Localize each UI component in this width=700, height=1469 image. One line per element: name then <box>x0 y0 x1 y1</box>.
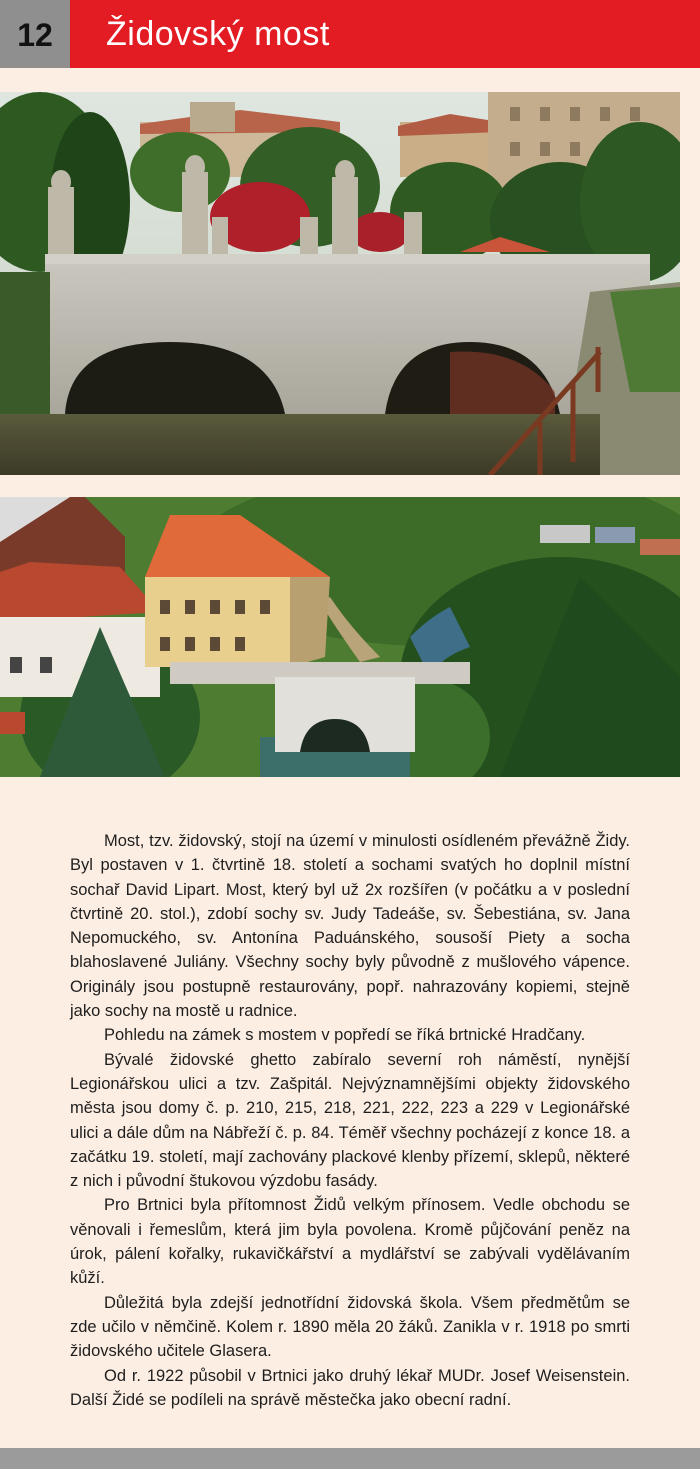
bridge-photo-illustration <box>0 92 680 475</box>
title-bar <box>70 0 700 68</box>
page-header <box>0 0 700 68</box>
paragraph-bridge-history: Most, tzv. židovský, stojí na území v minulosti osídleném převážně Židy. Byl postaven v 1. čtvrtině 18. století a sochami svatých ho doplnil místní sochař David Lipart. Most, který byl už 2x rozšířen (v počátku a v poslední čtvrtině 20. stol.), zdobí sochy sv. Judy Tadeáše, sv. Šebestiána, sv. Jana Nepomuckého, sv. Antonína Paduánského, sousoší Piety a socha blahoslavené Juliány. Všechny sochy byly původně z mušlového vápence. Originály jsou postupně restaurovány, popř. nahrazovány kopiemi, stejně jako sochy na mostě u radnice. <box>70 832 630 1021</box>
page-title: Židovský most <box>106 15 330 53</box>
paragraph-ghetto: Bývalé židovské ghetto zabíralo severní roh náměstí, nynější Legionářskou ulici a tzv. Zašpitál. Nejvýznamnějšími objekty židovského města jsou domy č. p. 210, 215, 218, 221, 222, 223 a 229 v Legionářské ulici a dále dům na Nábřeží č. p. 84. Téměř všechny pocházejí z konce 18. a začátku 19. století, mají zachovány plackové klenby přízemí, sklepů, některé z nich i původní štukovou výzdobu fasády. <box>70 1050 630 1191</box>
footer-bar <box>0 1448 700 1469</box>
paragraph-jewish-contribution: Pro Brtnici byla přítomnost Židů velkým přínosem. Vedle obchodu se věnovali i řemeslům, která jim byla povolena. Kromě půjčování peněz na úrok, pálení kořalky, rukavičkářství a mydlářství se zabývali vydělávaním kůží. <box>70 1196 630 1288</box>
article-text <box>70 829 630 1412</box>
paragraph-school: Důležitá byla zdejší jednotřídní židovská škola. Všem předmětům se zde učilo v němčině. Kolem r. 1890 měla 20 žáků. Zanikla v r. 1918 po smrti židovského učitele Glasera. <box>70 1293 630 1361</box>
page-number: 12 <box>0 0 70 68</box>
aerial-photo <box>0 497 680 777</box>
bridge-photo <box>0 92 680 475</box>
paragraph-hradcany: Pohledu na zámek s mostem v popředí se říká brtnické Hradčany. <box>104 1026 586 1045</box>
paragraph-doctor: Od r. 1922 působil v Brtnici jako druhý lékař MUDr. Josef Weisenstein. Další Židé se podíleli na správě městečka jako obecní radní. <box>70 1366 630 1409</box>
aerial-photo-illustration <box>0 497 680 777</box>
